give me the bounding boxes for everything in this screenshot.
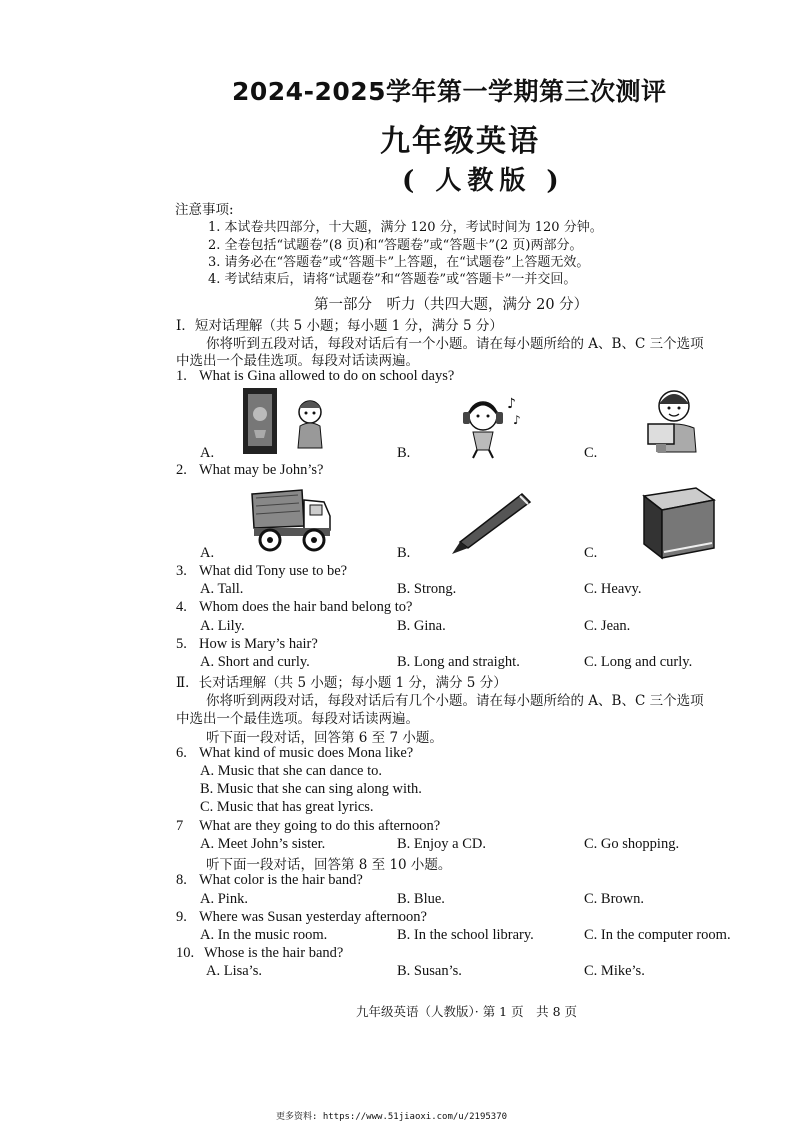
svg-text:♪: ♪	[513, 413, 521, 427]
notice-heading: 注意事项:	[175, 202, 234, 218]
option-a: A.	[200, 545, 215, 561]
book-icon	[638, 486, 718, 560]
option-b: B.	[397, 445, 411, 461]
question-text: What color is the hair band?	[199, 872, 363, 888]
question-number: 4.	[176, 599, 187, 615]
option-a: A. Music that she can dance to.	[200, 763, 383, 779]
section2-instruction: 中选出一个最佳选项。每段对话读两遍。	[176, 711, 419, 727]
part1-title: 第一部分 听力（共四大题，满分 20 分）	[314, 297, 589, 313]
section1-instruction: 你将听到五段对话，每段对话后有一个小题。请在每小题所给的 A、B、C 三个选项	[206, 336, 704, 352]
exam-subject: 九年级英语	[380, 124, 540, 159]
option-b: B. Gina.	[397, 618, 446, 634]
toy-truck-icon	[248, 486, 334, 554]
option-c: C. Mike’s.	[584, 963, 645, 979]
question-number: 7	[176, 818, 184, 834]
question-number: 6.	[176, 745, 187, 761]
option-a: A. In the music room.	[200, 927, 328, 943]
exam-title: 2024-2025学年第一学期第三次测评	[232, 77, 667, 106]
notice-item: 1. 本试卷共四部分，十大题，满分 120 分，考试时间为 120 分钟。	[208, 220, 603, 235]
section2-title: Ⅱ．长对话理解（共 5 小题；每小题 1 分，满分 5 分）	[176, 675, 507, 691]
option-a: A. Pink.	[200, 891, 248, 907]
dialogue-note: 听下面一段对话，回答第 8 至 10 小题。	[206, 857, 452, 873]
option-c: C. Jean.	[584, 618, 631, 634]
section1-instruction: 中选出一个最佳选项。每段对话读两遍。	[176, 353, 419, 369]
question-number: 1.	[176, 368, 187, 384]
computer-user-icon	[638, 386, 708, 458]
notice-item: 3. 请务必在“答题卷”或“答题卡”上答题，在“试题卷”上答题无效。	[208, 255, 590, 270]
option-c: C. Long and curly.	[584, 654, 693, 670]
notice-item: 4. 考试结束后，请将“试题卷”和“答题卷”或“答题卡”一并交回。	[208, 272, 577, 287]
question-number: 5.	[176, 636, 187, 652]
tv-watching-icon	[240, 386, 340, 458]
notice-item: 2. 全卷包括“试题卷”(8 页)和“答题卷”或“答题卡”(2 页)两部分。	[208, 238, 583, 253]
option-c: C.	[584, 545, 598, 561]
option-b: B. Enjoy a CD.	[397, 836, 487, 852]
option-c: C. Brown.	[584, 891, 645, 907]
source-link[interactable]: 更多资料: https://www.51jiaoxi.com/u/2195370	[276, 1112, 508, 1122]
option-c: C. In the computer room.	[584, 927, 731, 943]
question-text: Whose is the hair band?	[204, 945, 344, 961]
option-b: B. Susan’s.	[397, 963, 462, 979]
section1-title: Ⅰ．短对话理解（共 5 小题；每小题 1 分，满分 5 分）	[176, 318, 503, 334]
question-number: 9.	[176, 909, 187, 925]
option-a: A. Meet John’s sister.	[200, 836, 326, 852]
option-b: B. Music that she can sing along with.	[200, 781, 422, 797]
question-number: 3.	[176, 563, 187, 579]
pen-icon	[450, 490, 532, 556]
section2-instruction: 你将听到两段对话，每段对话后有几个小题。请在每小题所给的 A、B、C 三个选项	[206, 693, 704, 709]
exam-edition: ( 人教版 )	[402, 166, 565, 196]
option-b: B. Strong.	[397, 581, 457, 597]
question-text: What kind of music does Mona like?	[199, 745, 414, 761]
option-b: B. Long and straight.	[397, 654, 520, 670]
option-a: A.	[200, 445, 215, 461]
option-c: C. Heavy.	[584, 581, 642, 597]
question-number: 10.	[176, 945, 195, 961]
music-headphones-icon	[455, 392, 527, 460]
option-a: A. Lisa’s.	[206, 963, 262, 979]
question-number: 8.	[176, 872, 187, 888]
option-a: A. Short and curly.	[200, 654, 310, 670]
option-b: B. In the school library.	[397, 927, 534, 943]
question-text: What may be John’s?	[199, 462, 324, 478]
option-b: B. Blue.	[397, 891, 445, 907]
option-b: B.	[397, 545, 411, 561]
option-a: A. Lily.	[200, 618, 245, 634]
question-text: Where was Susan yesterday afternoon?	[199, 909, 427, 925]
dialogue-note: 听下面一段对话，回答第 6 至 7 小题。	[206, 730, 443, 746]
question-text: How is Mary’s hair?	[199, 636, 318, 652]
question-text: What are they going to do this afternoon?	[199, 818, 441, 834]
question-text: What did Tony use to be?	[199, 563, 348, 579]
svg-text:♪: ♪	[507, 396, 516, 412]
option-a: A. Tall.	[200, 581, 244, 597]
page-footer: 九年级英语（人教版）· 第 1 页 共 8 页	[356, 1004, 577, 1019]
question-text: What is Gina allowed to do on school days?	[199, 368, 455, 384]
option-c: C.	[584, 445, 598, 461]
question-text: Whom does the hair band belong to?	[199, 599, 413, 615]
option-c: C. Go shopping.	[584, 836, 680, 852]
question-number: 2.	[176, 462, 187, 478]
option-c: C. Music that has great lyrics.	[200, 799, 374, 815]
